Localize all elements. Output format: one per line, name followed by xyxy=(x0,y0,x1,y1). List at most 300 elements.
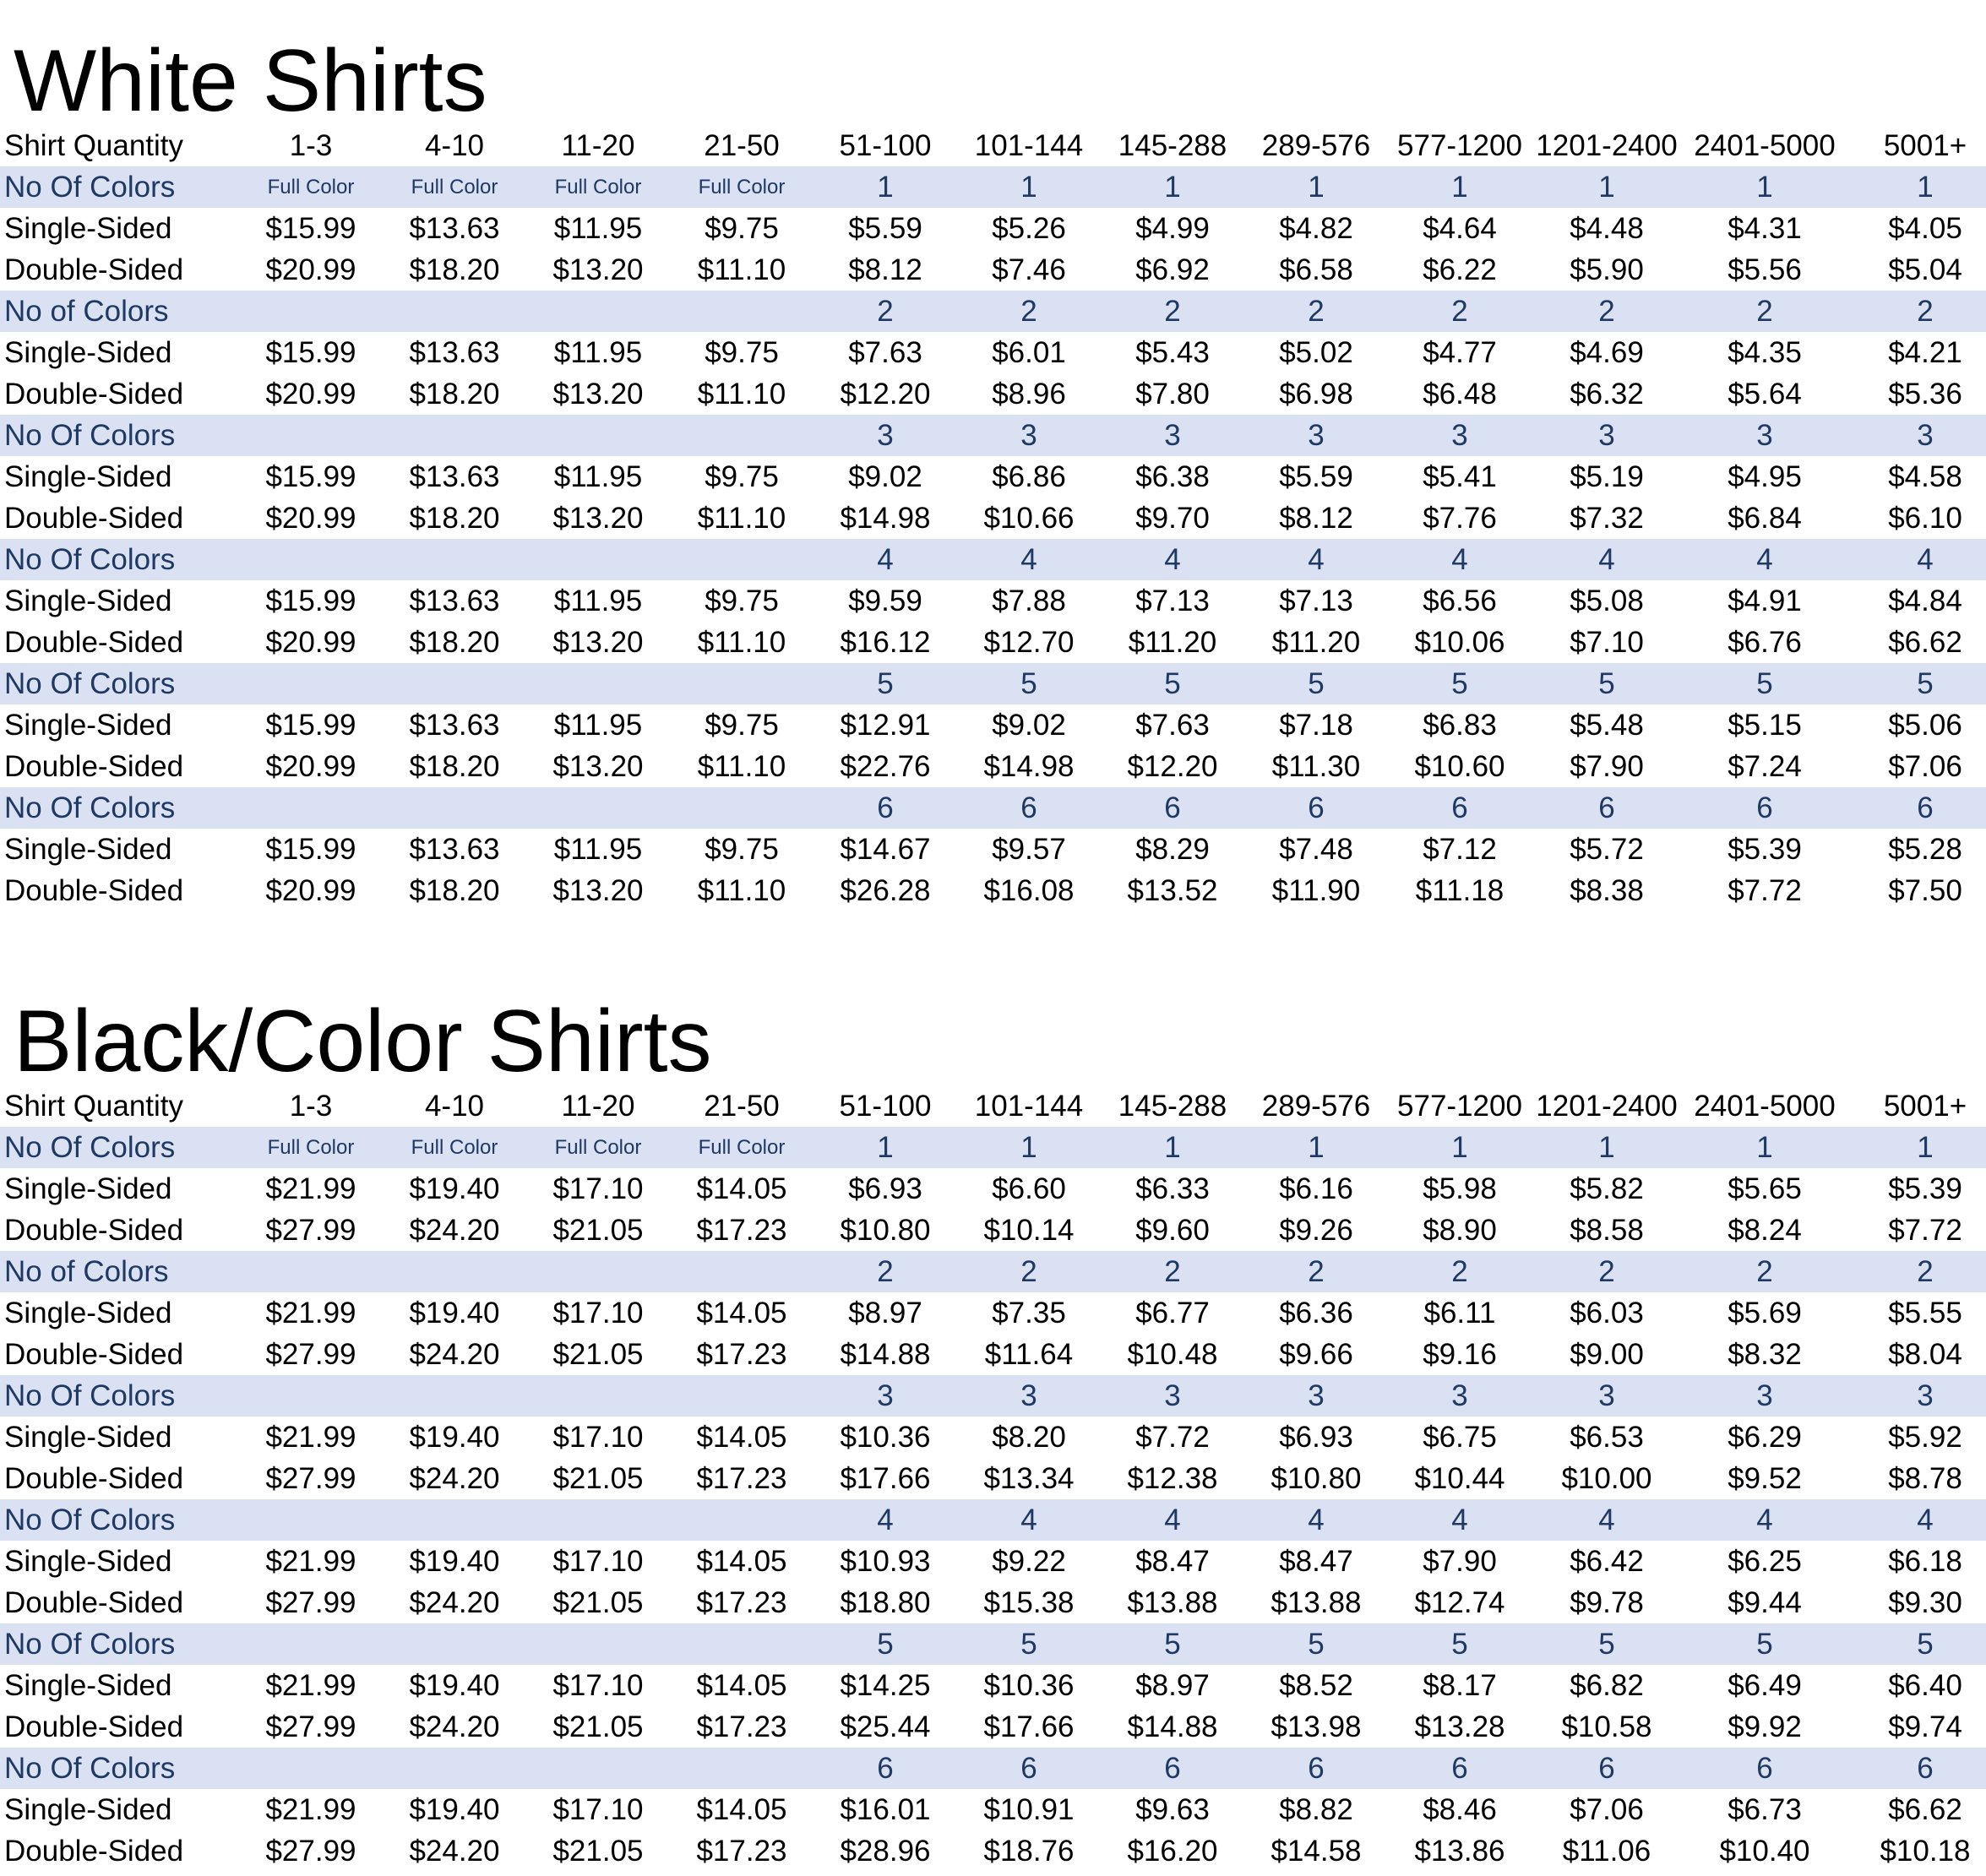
quantity-tier: 101-144 xyxy=(974,1089,1084,1123)
color-count-cell: 6 xyxy=(957,1748,1101,1789)
color-count-cell: 1 xyxy=(1847,1127,1986,1168)
price-cell: $24.20 xyxy=(409,1337,500,1371)
price-cell: $13.20 xyxy=(552,749,644,783)
colors-label: No Of Colors xyxy=(0,166,239,208)
price-cell: $14.88 xyxy=(840,1337,931,1371)
price-cell: $6.60 xyxy=(992,1172,1066,1205)
empty-cell xyxy=(383,787,526,829)
price-cell: $27.99 xyxy=(265,1213,356,1247)
price-cell: $7.24 xyxy=(1728,749,1802,783)
price-cell: $6.76 xyxy=(1728,625,1802,659)
price-cell: $8.47 xyxy=(1279,1544,1353,1578)
empty-cell xyxy=(670,1623,813,1665)
price-cell: $8.97 xyxy=(848,1296,922,1330)
price-cell: $5.82 xyxy=(1570,1172,1644,1205)
price-cell: $17.10 xyxy=(552,1296,644,1330)
color-count-cell: 1 xyxy=(1532,1127,1682,1168)
price-cell: $24.20 xyxy=(409,1213,500,1247)
price-cell: $9.75 xyxy=(705,459,779,493)
color-count-cell: 4 xyxy=(813,1499,957,1541)
price-cell: $15.99 xyxy=(265,584,356,617)
color-count-cell: 1 xyxy=(1244,166,1388,208)
quantity-tier: 577-1200 xyxy=(1397,1089,1522,1123)
price-cell: $6.77 xyxy=(1135,1296,1210,1330)
price-cell: $11.95 xyxy=(553,211,643,245)
price-cell: $9.60 xyxy=(1135,1213,1210,1247)
price-cell: $17.23 xyxy=(696,1461,787,1495)
quantity-tier: 1201-2400 xyxy=(1536,1089,1678,1123)
color-count-cell: 2 xyxy=(1101,1251,1244,1292)
full-color-cell: Full Color xyxy=(239,166,383,208)
color-count-cell: 3 xyxy=(1847,1375,1986,1417)
color-count-cell: 5 xyxy=(957,663,1101,704)
price-cell: $14.05 xyxy=(696,1544,787,1578)
colors-label: No of Colors xyxy=(0,291,239,332)
color-count-cell: 6 xyxy=(957,787,1101,829)
quantity-tier: 51-100 xyxy=(839,128,932,162)
price-cell: $9.66 xyxy=(1279,1337,1353,1371)
price-cell: $11.10 xyxy=(697,253,786,286)
double-sided-label: Double-Sided xyxy=(4,1337,184,1371)
price-cell: $14.25 xyxy=(840,1668,931,1702)
price-cell: $4.84 xyxy=(1888,584,1962,617)
color-count-cell: 5 xyxy=(1101,663,1244,704)
color-count-cell: 4 xyxy=(1244,1499,1388,1541)
price-cell: $6.18 xyxy=(1888,1544,1962,1578)
double-sided-label: Double-Sided xyxy=(4,749,184,783)
color-count-cell: 5 xyxy=(813,663,957,704)
full-color-cell: Full Color xyxy=(239,1127,383,1168)
price-cell: $7.10 xyxy=(1570,625,1644,659)
price-cell: $15.99 xyxy=(265,832,356,866)
price-cell: $7.18 xyxy=(1279,708,1353,742)
price-cell: $17.10 xyxy=(552,1668,644,1702)
price-cell: $11.95 xyxy=(553,832,643,866)
price-cell: $7.12 xyxy=(1423,832,1497,866)
color-count-cell: 3 xyxy=(1244,1375,1388,1417)
price-cell: $5.43 xyxy=(1135,335,1210,369)
price-cell: $13.28 xyxy=(1414,1710,1505,1743)
price-cell: $4.48 xyxy=(1570,211,1644,245)
double-sided-row xyxy=(0,1334,1986,1375)
double-sided-row xyxy=(0,746,1986,787)
price-cell: $6.38 xyxy=(1135,459,1210,493)
double-sided-label: Double-Sided xyxy=(4,625,184,659)
price-cell: $21.05 xyxy=(552,1834,644,1868)
price-cell: $9.44 xyxy=(1728,1585,1802,1619)
color-count-cell: 3 xyxy=(1847,415,1986,456)
empty-cell xyxy=(383,1375,526,1417)
quantity-tier: 5001+ xyxy=(1883,128,1967,162)
color-count-cell: 3 xyxy=(1244,415,1388,456)
price-cell: $6.62 xyxy=(1888,625,1962,659)
price-cell: $6.42 xyxy=(1570,1544,1644,1578)
price-cell: $9.22 xyxy=(992,1544,1066,1578)
price-cell: $5.48 xyxy=(1570,708,1644,742)
price-cell: $6.75 xyxy=(1423,1420,1497,1454)
price-cell: $6.93 xyxy=(848,1172,922,1205)
single-sided-label: Single-Sided xyxy=(4,459,172,493)
price-cell: $20.99 xyxy=(265,253,356,286)
price-cell: $7.13 xyxy=(1279,584,1353,617)
price-cell: $6.01 xyxy=(992,335,1066,369)
color-count-cell: 4 xyxy=(1388,1499,1532,1541)
price-cell: $4.91 xyxy=(1728,584,1802,617)
single-sided-label: Single-Sided xyxy=(4,1296,172,1330)
price-cell: $9.16 xyxy=(1423,1337,1497,1371)
price-cell: $20.99 xyxy=(265,377,356,411)
price-cell: $13.86 xyxy=(1414,1834,1505,1868)
color-count-cell: 5 xyxy=(1532,1623,1682,1665)
price-cell: $24.20 xyxy=(409,1461,500,1495)
color-count-cell: 4 xyxy=(1101,1499,1244,1541)
price-cell: $27.99 xyxy=(265,1585,356,1619)
color-count-cell: 6 xyxy=(813,1748,957,1789)
price-cell: $14.98 xyxy=(840,501,931,535)
price-cell: $27.99 xyxy=(265,1337,356,1371)
price-cell: $10.80 xyxy=(1270,1461,1362,1495)
price-cell: $4.21 xyxy=(1888,335,1962,369)
price-cell: $7.13 xyxy=(1135,584,1210,617)
price-cell: $9.70 xyxy=(1135,501,1210,535)
color-count-cell: 6 xyxy=(1388,1748,1532,1789)
price-cell: $5.72 xyxy=(1570,832,1644,866)
price-cell: $13.88 xyxy=(1270,1585,1362,1619)
double-sided-row xyxy=(0,373,1986,415)
color-count-cell: 3 xyxy=(1682,1375,1847,1417)
quantity-tier: 1201-2400 xyxy=(1536,128,1678,162)
white-shirts-price-table xyxy=(0,125,1986,911)
price-cell: $8.04 xyxy=(1888,1337,1962,1371)
price-cell: $8.96 xyxy=(992,377,1066,411)
price-cell: $7.32 xyxy=(1570,501,1644,535)
color-count-cell: 6 xyxy=(1532,1748,1682,1789)
color-count-cell: 1 xyxy=(813,1127,957,1168)
color-count-cell: 4 xyxy=(1532,539,1682,580)
price-cell: $21.99 xyxy=(265,1420,356,1454)
color-count-cell: 6 xyxy=(1244,787,1388,829)
price-cell: $14.98 xyxy=(983,749,1075,783)
color-count-cell: 5 xyxy=(1388,663,1532,704)
price-cell: $18.20 xyxy=(409,501,500,535)
price-cell: $18.20 xyxy=(409,253,500,286)
price-cell: $6.25 xyxy=(1728,1544,1802,1578)
price-cell: $26.28 xyxy=(840,873,931,907)
empty-cell xyxy=(526,1623,670,1665)
price-cell: $8.52 xyxy=(1279,1668,1353,1702)
single-sided-row xyxy=(0,456,1986,498)
quantity-tier: 11-20 xyxy=(561,128,635,162)
double-sided-label: Double-Sided xyxy=(4,253,184,286)
price-cell: $6.83 xyxy=(1423,708,1497,742)
price-cell: $16.12 xyxy=(840,625,931,659)
color-count-cell: 1 xyxy=(1101,166,1244,208)
color-count-cell: 1 xyxy=(1847,166,1986,208)
price-cell: $8.29 xyxy=(1135,832,1210,866)
single-sided-row xyxy=(0,1541,1986,1582)
colors-label: No Of Colors xyxy=(0,1499,239,1541)
price-cell: $7.90 xyxy=(1570,749,1644,783)
single-sided-label: Single-Sided xyxy=(4,1172,172,1205)
empty-cell xyxy=(383,539,526,580)
color-count-cell: 3 xyxy=(813,1375,957,1417)
price-cell: $17.23 xyxy=(696,1585,787,1619)
color-count-cell: 5 xyxy=(1847,663,1986,704)
price-cell: $15.99 xyxy=(265,708,356,742)
color-count-cell: 1 xyxy=(1682,1127,1847,1168)
price-cell: $5.19 xyxy=(1570,459,1644,493)
price-cell: $7.88 xyxy=(992,584,1066,617)
color-count-cell: 6 xyxy=(1682,1748,1847,1789)
color-count-cell: 6 xyxy=(1847,787,1986,829)
colors-row xyxy=(0,415,1986,456)
price-cell: $15.38 xyxy=(983,1585,1075,1619)
empty-cell xyxy=(670,1251,813,1292)
price-cell: $10.14 xyxy=(983,1213,1075,1247)
color-count-cell: 5 xyxy=(1682,1623,1847,1665)
color-count-cell: 1 xyxy=(957,1127,1101,1168)
color-count-cell: 2 xyxy=(1101,291,1244,332)
color-count-cell: 5 xyxy=(1532,663,1682,704)
colors-row xyxy=(0,787,1986,829)
price-cell: $5.41 xyxy=(1423,459,1497,493)
price-cell: $6.92 xyxy=(1135,253,1210,286)
price-cell: $13.20 xyxy=(552,501,644,535)
quantity-tier: 101-144 xyxy=(974,128,1084,162)
empty-cell xyxy=(526,1251,670,1292)
price-cell: $5.39 xyxy=(1728,832,1802,866)
color-count-cell: 2 xyxy=(1388,1251,1532,1292)
price-cell: $13.34 xyxy=(983,1461,1075,1495)
price-cell: $9.02 xyxy=(848,459,922,493)
price-cell: $13.20 xyxy=(552,873,644,907)
price-cell: $6.40 xyxy=(1888,1668,1962,1702)
single-sided-row xyxy=(0,1665,1986,1706)
price-cell: $6.58 xyxy=(1279,253,1353,286)
empty-cell xyxy=(670,1748,813,1789)
single-sided-row xyxy=(0,1292,1986,1334)
color-count-cell: 3 xyxy=(813,415,957,456)
price-cell: $17.66 xyxy=(840,1461,931,1495)
color-count-cell: 2 xyxy=(1682,1251,1847,1292)
price-cell: $7.06 xyxy=(1888,749,1962,783)
price-cell: $12.20 xyxy=(840,377,931,411)
colors-label: No Of Colors xyxy=(0,787,239,829)
price-cell: $15.99 xyxy=(265,335,356,369)
empty-cell xyxy=(526,1748,670,1789)
price-cell: $14.05 xyxy=(696,1420,787,1454)
price-cell: $9.74 xyxy=(1888,1710,1962,1743)
quantity-tier: 1-3 xyxy=(289,128,333,162)
price-cell: $8.24 xyxy=(1728,1213,1802,1247)
price-cell: $13.98 xyxy=(1270,1710,1362,1743)
single-sided-label: Single-Sided xyxy=(4,708,172,742)
price-cell: $11.10 xyxy=(697,377,786,411)
price-cell: $6.03 xyxy=(1570,1296,1644,1330)
price-cell: $7.76 xyxy=(1423,501,1497,535)
price-cell: $11.18 xyxy=(1415,873,1504,907)
color-count-cell: 6 xyxy=(1101,1748,1244,1789)
empty-cell xyxy=(239,1251,383,1292)
color-count-cell: 1 xyxy=(1682,166,1847,208)
price-cell: $21.99 xyxy=(265,1172,356,1205)
colors-row xyxy=(0,663,1986,704)
empty-cell xyxy=(239,1499,383,1541)
color-count-cell: 3 xyxy=(1682,415,1847,456)
color-count-cell: 4 xyxy=(1847,1499,1986,1541)
color-count-cell: 5 xyxy=(1682,663,1847,704)
color-count-cell: 1 xyxy=(1244,1127,1388,1168)
price-cell: $10.36 xyxy=(983,1668,1075,1702)
color-count-cell: 3 xyxy=(1101,415,1244,456)
full-color-cell: Full Color xyxy=(670,166,813,208)
full-color-cell: Full Color xyxy=(526,166,670,208)
price-cell: $10.06 xyxy=(1414,625,1505,659)
color-count-cell: 5 xyxy=(1244,663,1388,704)
price-cell: $6.36 xyxy=(1279,1296,1353,1330)
empty-cell xyxy=(239,1748,383,1789)
price-cell: $11.95 xyxy=(553,708,643,742)
price-cell: $5.59 xyxy=(848,211,922,245)
empty-cell xyxy=(526,1375,670,1417)
price-cell: $6.16 xyxy=(1279,1172,1353,1205)
price-cell: $4.69 xyxy=(1570,335,1644,369)
empty-cell xyxy=(526,787,670,829)
color-count-cell: 5 xyxy=(1847,1623,1986,1665)
color-count-cell: 3 xyxy=(957,1375,1101,1417)
color-count-cell: 5 xyxy=(813,1623,957,1665)
price-cell: $22.76 xyxy=(840,749,931,783)
price-cell: $8.82 xyxy=(1279,1792,1353,1826)
price-cell: $17.10 xyxy=(552,1792,644,1826)
price-cell: $5.08 xyxy=(1570,584,1644,617)
single-sided-row xyxy=(0,1417,1986,1458)
price-cell: $13.63 xyxy=(409,708,500,742)
price-cell: $10.36 xyxy=(840,1420,931,1454)
double-sided-row xyxy=(0,1210,1986,1251)
quantity-header-row xyxy=(0,1085,1986,1127)
double-sided-label: Double-Sided xyxy=(4,873,184,907)
single-sided-row xyxy=(0,1789,1986,1830)
single-sided-label: Single-Sided xyxy=(4,832,172,866)
color-count-cell: 3 xyxy=(1101,1375,1244,1417)
price-cell: $9.75 xyxy=(705,584,779,617)
price-cell: $20.99 xyxy=(265,873,356,907)
price-cell: $7.72 xyxy=(1728,873,1802,907)
price-cell: $21.05 xyxy=(552,1585,644,1619)
price-cell: $16.01 xyxy=(840,1792,931,1826)
price-cell: $13.63 xyxy=(409,335,500,369)
color-count-cell: 3 xyxy=(1388,415,1532,456)
color-count-cell: 2 xyxy=(957,291,1101,332)
price-cell: $5.55 xyxy=(1888,1296,1962,1330)
colors-row xyxy=(0,1748,1986,1789)
quantity-tier: 145-288 xyxy=(1118,1089,1227,1123)
color-count-cell: 4 xyxy=(1682,539,1847,580)
price-cell: $8.32 xyxy=(1728,1337,1802,1371)
price-cell: $21.05 xyxy=(552,1337,644,1371)
color-count-cell: 4 xyxy=(1388,539,1532,580)
price-cell: $5.56 xyxy=(1728,253,1802,286)
quantity-tier: 289-576 xyxy=(1261,128,1371,162)
price-cell: $10.18 xyxy=(1880,1834,1971,1868)
price-cell: $13.88 xyxy=(1127,1585,1218,1619)
price-cell: $13.63 xyxy=(409,211,500,245)
double-sided-label: Double-Sided xyxy=(4,1585,184,1619)
quantity-tier: 4-10 xyxy=(424,1089,485,1123)
price-cell: $13.20 xyxy=(552,625,644,659)
price-cell: $5.28 xyxy=(1888,832,1962,866)
price-cell: $6.98 xyxy=(1279,377,1353,411)
empty-cell xyxy=(239,787,383,829)
price-cell: $4.64 xyxy=(1423,211,1497,245)
price-cell: $12.74 xyxy=(1414,1585,1505,1619)
price-cell: $6.62 xyxy=(1888,1792,1962,1826)
price-cell: $6.93 xyxy=(1279,1420,1353,1454)
double-sided-label: Double-Sided xyxy=(4,1461,184,1495)
colors-row xyxy=(0,1251,1986,1292)
price-cell: $11.20 xyxy=(1271,625,1361,659)
color-count-cell: 2 xyxy=(1682,291,1847,332)
price-cell: $14.58 xyxy=(1270,1834,1362,1868)
price-cell: $7.35 xyxy=(992,1296,1066,1330)
price-cell: $9.78 xyxy=(1570,1585,1644,1619)
color-count-cell: 6 xyxy=(1244,1748,1388,1789)
empty-cell xyxy=(383,1499,526,1541)
price-cell: $11.10 xyxy=(697,501,786,535)
empty-cell xyxy=(383,291,526,332)
quantity-tier: 21-50 xyxy=(704,128,780,162)
price-cell: $17.23 xyxy=(696,1834,787,1868)
price-cell: $13.63 xyxy=(409,459,500,493)
price-cell: $10.48 xyxy=(1127,1337,1218,1371)
price-cell: $9.52 xyxy=(1728,1461,1802,1495)
price-cell: $11.30 xyxy=(1271,749,1361,783)
colors-row xyxy=(0,291,1986,332)
color-count-cell: 2 xyxy=(957,1251,1101,1292)
price-cell: $11.95 xyxy=(553,584,643,617)
price-cell: $14.05 xyxy=(696,1792,787,1826)
color-count-cell: 4 xyxy=(957,539,1101,580)
price-cell: $10.40 xyxy=(1719,1834,1810,1868)
price-cell: $6.48 xyxy=(1423,377,1497,411)
color-count-cell: 5 xyxy=(1101,1623,1244,1665)
color-count-cell: 1 xyxy=(957,166,1101,208)
price-cell: $11.06 xyxy=(1562,1834,1651,1868)
colors-label: No Of Colors xyxy=(0,539,239,580)
empty-cell xyxy=(239,1375,383,1417)
price-cell: $8.46 xyxy=(1423,1792,1497,1826)
full-color-cell: Full Color xyxy=(383,1127,526,1168)
price-cell: $19.40 xyxy=(409,1172,500,1205)
price-cell: $14.67 xyxy=(840,832,931,866)
double-sided-row xyxy=(0,1830,1986,1872)
empty-cell xyxy=(239,663,383,704)
empty-cell xyxy=(526,539,670,580)
quantity-tier: 2401-5000 xyxy=(1694,128,1836,162)
double-sided-row xyxy=(0,1458,1986,1499)
color-count-cell: 6 xyxy=(1682,787,1847,829)
price-cell: $27.99 xyxy=(265,1834,356,1868)
price-cell: $6.11 xyxy=(1423,1296,1496,1330)
color-count-cell: 3 xyxy=(957,415,1101,456)
price-cell: $16.08 xyxy=(983,873,1075,907)
price-cell: $5.90 xyxy=(1570,253,1644,286)
price-cell: $10.58 xyxy=(1561,1710,1652,1743)
full-color-cell: Full Color xyxy=(383,166,526,208)
price-cell: $14.05 xyxy=(696,1668,787,1702)
price-cell: $21.05 xyxy=(552,1213,644,1247)
